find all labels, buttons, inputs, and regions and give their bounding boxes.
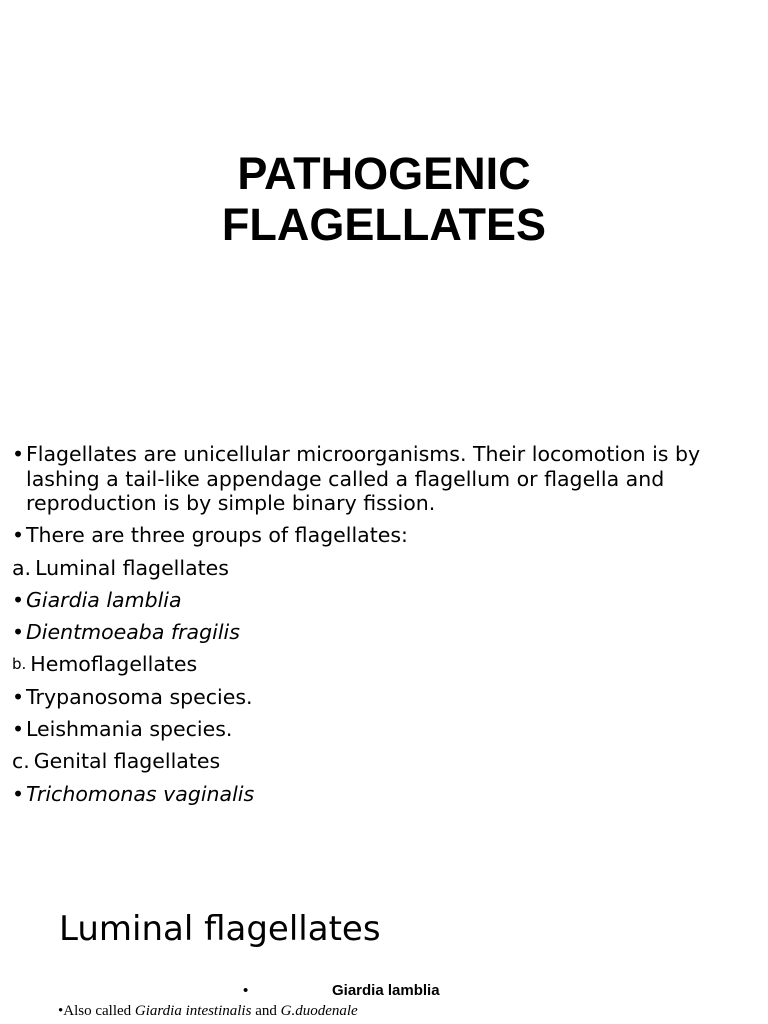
organism-name: Leishmania species. xyxy=(26,717,233,742)
bullet-marker: • xyxy=(12,587,25,612)
alt-name-2: G.duodenale xyxy=(280,1003,358,1019)
organism-name: Trichomonas vaginalis xyxy=(26,781,255,806)
group-b-heading xyxy=(12,652,712,677)
organism-name: Giardia lamblia xyxy=(26,587,182,612)
group-c-heading xyxy=(12,749,712,774)
group-c-label: Genital flagellates xyxy=(33,749,221,774)
also-called-prefix: •Also called xyxy=(58,1003,135,1019)
group-a-label: Luminal flagellates xyxy=(35,555,229,580)
bullet-marker: • xyxy=(12,620,25,645)
bullet-marker: • xyxy=(12,523,25,548)
also-called-line xyxy=(58,1003,358,1020)
title-line-1: PATHOGENIC xyxy=(237,148,531,199)
group-a-marker: a. xyxy=(12,555,32,580)
bullet-marker: • xyxy=(12,684,25,709)
list-item-intro xyxy=(12,442,712,516)
flagellates-list xyxy=(12,442,712,814)
subsection-title-row xyxy=(0,982,768,1002)
list-item xyxy=(12,685,712,710)
bullet-marker: • xyxy=(12,442,25,466)
list-item xyxy=(12,588,712,613)
bullet-marker: • xyxy=(243,982,249,999)
page-title xyxy=(0,148,768,250)
alt-name-1: Giardia intestinalis xyxy=(134,1003,252,1019)
title-line-2: FLAGELLATES xyxy=(221,199,547,250)
group-b-marker: b. xyxy=(12,655,27,674)
subsection-title: Giardia lamblia xyxy=(332,982,440,999)
list-item xyxy=(12,620,712,645)
groups-intro-text: There are three groups of flagellates: xyxy=(26,523,408,548)
bullet-marker: • xyxy=(12,717,25,742)
list-item-groups-intro xyxy=(12,523,712,548)
group-c-marker: c. xyxy=(12,749,30,774)
list-item xyxy=(12,717,712,742)
organism-name: Dientmoeaba fragilis xyxy=(26,620,240,645)
section-heading: Luminal flagellates xyxy=(59,909,381,949)
bullet-marker: • xyxy=(12,781,25,806)
and-text: and xyxy=(251,1003,281,1019)
group-b-label: Hemoflagellates xyxy=(30,652,198,677)
list-item xyxy=(12,782,712,807)
organism-name: Trypanosoma species. xyxy=(26,684,253,709)
group-a-heading xyxy=(12,556,712,581)
intro-text: Flagellates are unicellular microorganisms. Their locomotion is by lashing a tail-like appendage called a flagellum or flagella and reproduction is by simple binary fission. xyxy=(26,442,701,515)
